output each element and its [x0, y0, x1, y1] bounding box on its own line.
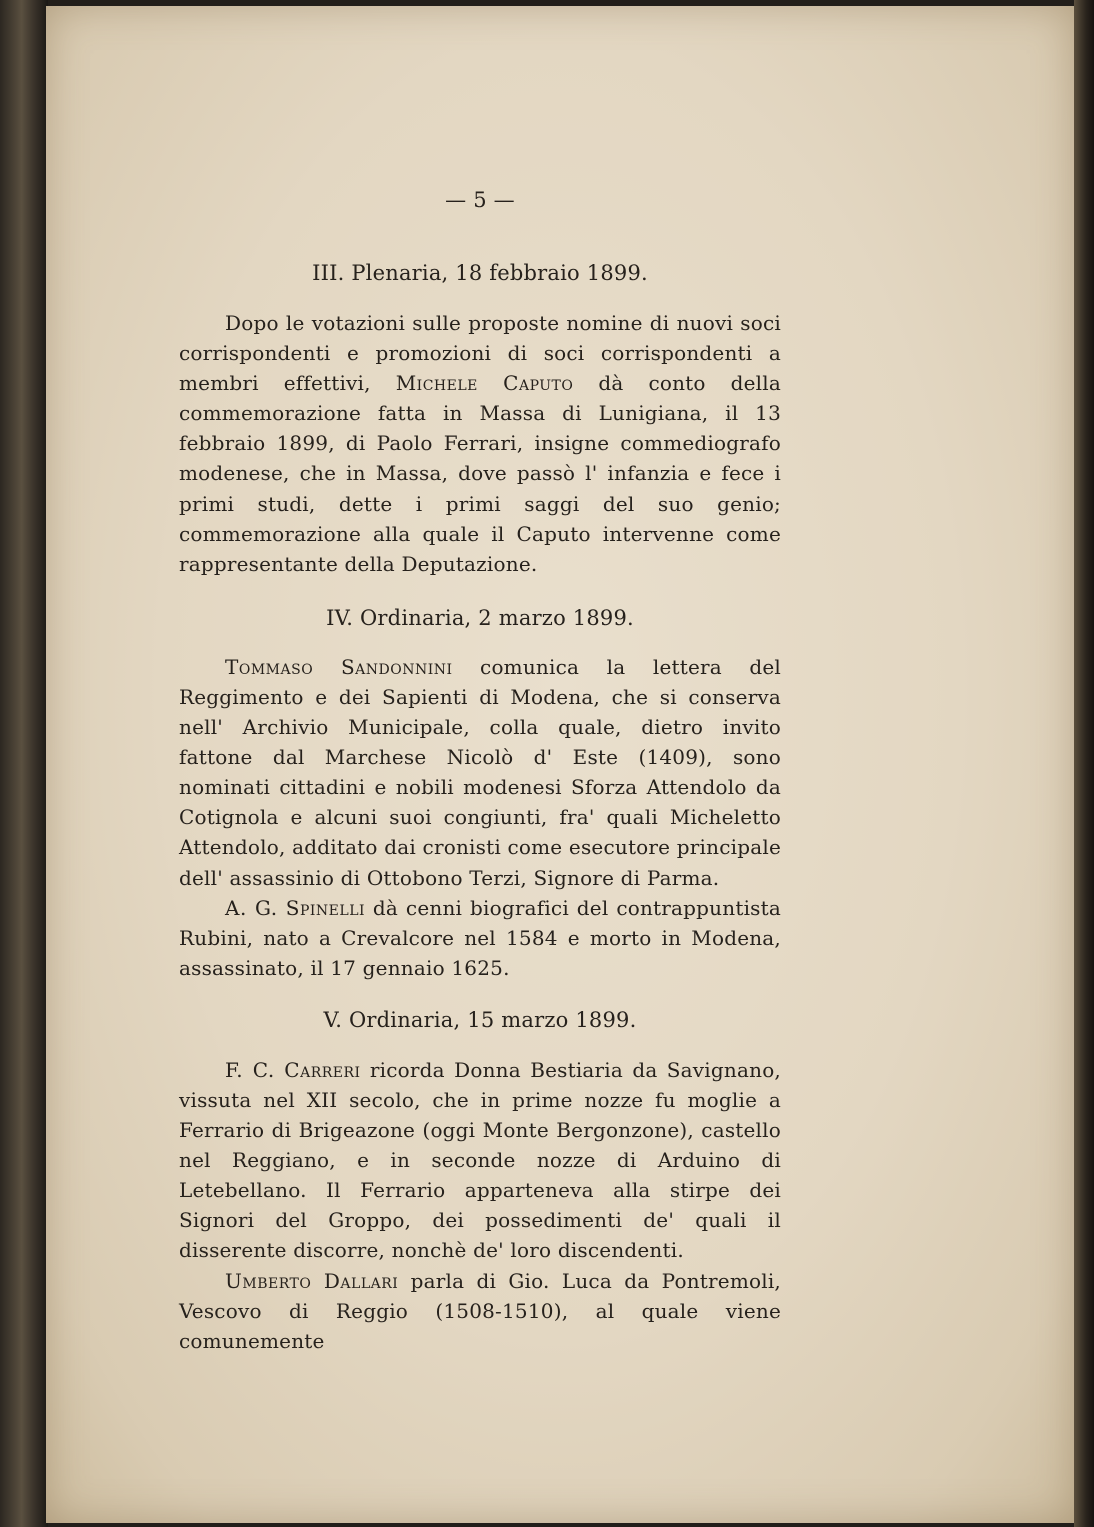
person-name: Michele Caputo [395, 371, 574, 396]
page-number: — 5 — [445, 188, 515, 212]
person-name: Tommaso Sandonnini [225, 654, 453, 679]
section-heading-v: V. Ordinaria, 15 marzo 1899. [323, 1007, 637, 1032]
page-edge [1074, 0, 1094, 1527]
section-heading-iii: III. Plenaria, 18 febbraio 1899. [312, 261, 648, 285]
page-text [179, 186, 781, 1356]
paragraph-text: dà conto della commemorazione fatta in Massa di Lunigiana, il 13 febbraio 1899, di Paolo Ferrari, insigne commediografo modenese, che in Massa, dove passò l' infanzia e fece i primi studi, dette i primi saggi del suo genio; commemorazione alla quale il Caputo intervenne come rappresentante della Deputazione. [179, 371, 781, 576]
paragraph-text: dà cenni biografici del contrappuntista Rubini, nato a Crevalcore nel 1584 e morto in Modena, assassinato, il 17 gennaio 1625. [179, 895, 781, 980]
paragraph-carreri [179, 1055, 781, 1266]
binding-edge [0, 0, 48, 1527]
paragraph-text: Dopo le votazioni sulle proposte nomine di nuovi soci corrispondenti e promozioni di soci corrispondenti a membri effettivi, [179, 311, 781, 396]
paragraph-sandonnini [179, 652, 781, 893]
paragraph-dallari [179, 1266, 781, 1356]
person-name: A. G. Spinelli [225, 895, 366, 920]
person-name: Umberto Dallari [225, 1268, 399, 1293]
section-heading-iv: IV. Ordinaria, 2 marzo 1899. [326, 605, 634, 630]
person-name: F. C. Carreri [225, 1057, 361, 1082]
paragraph-text: ricorda Donna Bestiaria da Savignano, vissuta nel XII secolo, che in prime nozze fu moglie a Ferrario di Brigeazone (oggi Monte Bergonzone), castello nel Reggiano, e in seconde nozze di Arduino di Letebellano. Il Ferrario apparteneva alla stirpe dei Signori del Groppo, dei possedimenti de' quali il disserente discorre, nonchè de' loro discendenti. [179, 1057, 781, 1263]
paragraph-spinelli [179, 893, 781, 983]
paragraph-text: comunica la lettera del Reggimento e dei Sapienti di Modena, che si conserva nell' Archivio Municipale, colla quale, dietro invito fattone dal Marchese Nicolò d' Este (1409), sono nominati cittadini e nobili modenesi Sforza Attendolo da Cotignola e alcuni suoi congiunti, fra' quali Micheletto Attendolo, additato dai cronisti come esecutore principale dell' assassinio di Ottobono Terzi, Signore di Parma. [179, 654, 781, 890]
paragraph-text: parla di Gio. Luca da Pontremoli, Vescovo di Reggio (1508-1510), al quale viene comunemente [179, 1268, 781, 1353]
paragraph-caputo [179, 308, 781, 579]
